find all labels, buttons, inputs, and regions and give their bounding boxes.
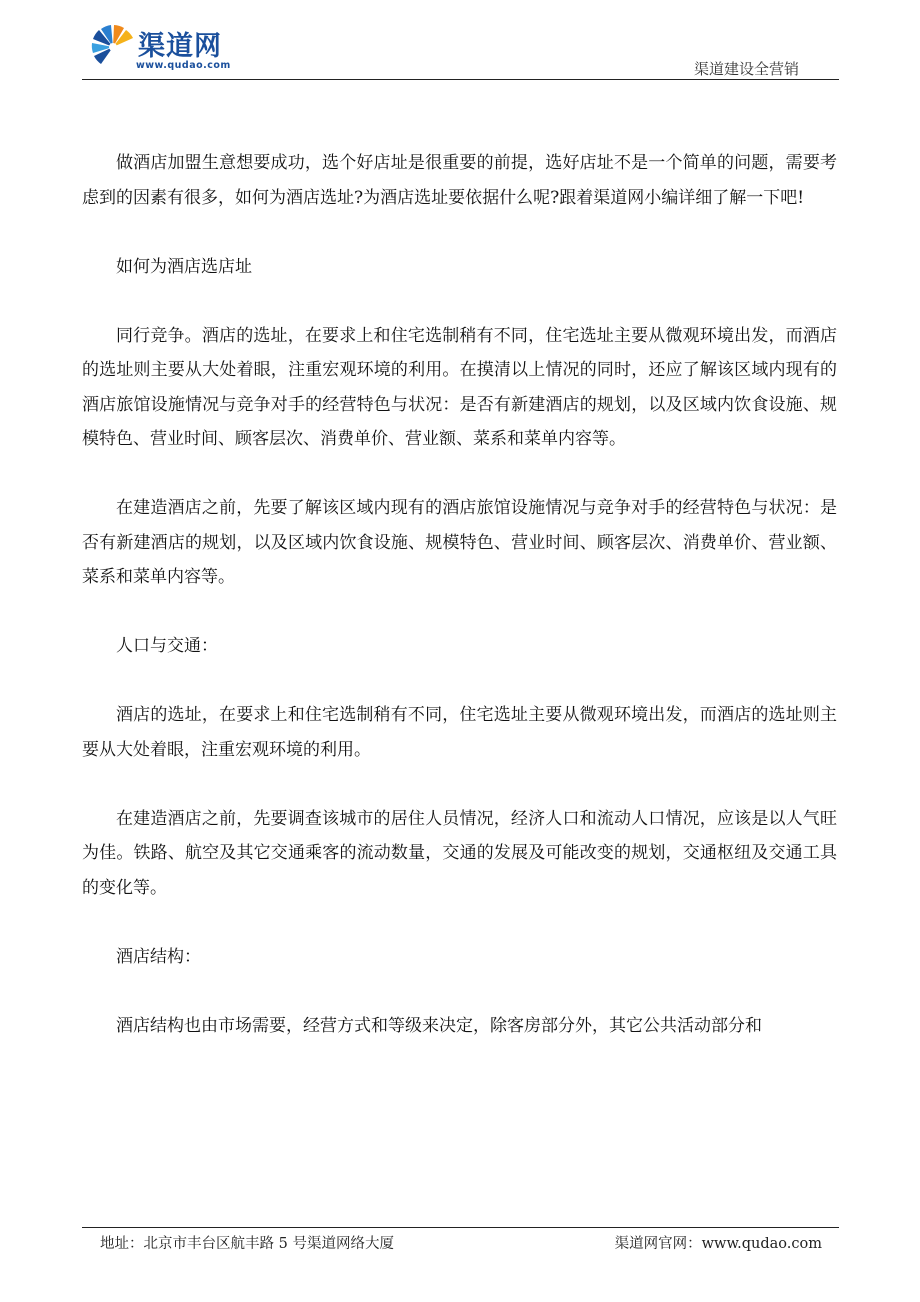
paragraph-competition: 同行竞争。酒店的选址，在要求上和住宅选制稍有不同，住宅选址主要从微观环境出发，而酒店的选址则主要从大处着眼，注重宏观环境的利用。在摸清以上情况的同时，还应了解该区域内现有的酒店旅馆设施情况与竞争对手的经营特色与状况：是否有新建酒店的规划，以及区域内饮食设施、规模特色、营业时间、顾客层次、消费单价、营业额、菜系和菜单内容等。	[82, 325, 837, 449]
paragraph-site-selection: 酒店的选址，在要求上和住宅选制稍有不同，住宅选址主要从微观环境出发，而酒店的选址则主要从大处着眼，注重宏观环境的利用。	[82, 705, 837, 760]
section-heading: 酒店结构：	[116, 946, 201, 967]
footer-address: 地址：北京市丰台区航丰路 5 号渠道网络大厦	[100, 1236, 394, 1252]
header-tagline: 渠道建设全营销	[693, 60, 799, 78]
paragraph-before-building: 在建造酒店之前，先要了解该区域内现有的酒店旅馆设施情况与竞争对手的经营特色与状况：是否有新建酒店的规划，以及区域内饮食设施、规模特色、营业时间、顾客层次、消费单价、营业额、菜系和菜单内容等。	[82, 498, 837, 587]
page-header	[82, 18, 839, 80]
header-divider	[82, 79, 839, 80]
paragraph-structure: 酒店结构也由市场需要，经营方式和等级来决定，除客房部分外，其它公共活动部分和	[116, 1015, 762, 1036]
article-body	[82, 146, 837, 1043]
section-heading: 人口与交通：	[116, 636, 218, 656]
logo-text: 渠道网	[138, 31, 222, 62]
qudao-logo	[90, 20, 260, 80]
logo-url: www.qudao.com	[136, 60, 231, 71]
section-heading: 如何为酒店选店址	[116, 256, 252, 277]
footer-divider	[82, 1227, 839, 1228]
footer-website: 渠道网官网：www.qudao.com	[614, 1236, 822, 1252]
logo-fan-icon	[90, 22, 136, 68]
paragraph-intro: 做酒店加盟生意想要成功，选个好店址是很重要的前提，选好店址不是一个简单的问题，需要考虑到的因素有很多，如何为酒店选址?为酒店选址要依据什么呢?跟着渠道网小编详细了解一下吧!	[82, 153, 837, 208]
paragraph-population: 在建造酒店之前，先要调查该城市的居住人员情况，经济人口和流动人口情况，应该是以人气旺为佳。铁路、航空及其它交通乘客的流动数量，交通的发展及可能改变的规划，交通枢纽及交通工具的变化等。	[82, 808, 837, 898]
